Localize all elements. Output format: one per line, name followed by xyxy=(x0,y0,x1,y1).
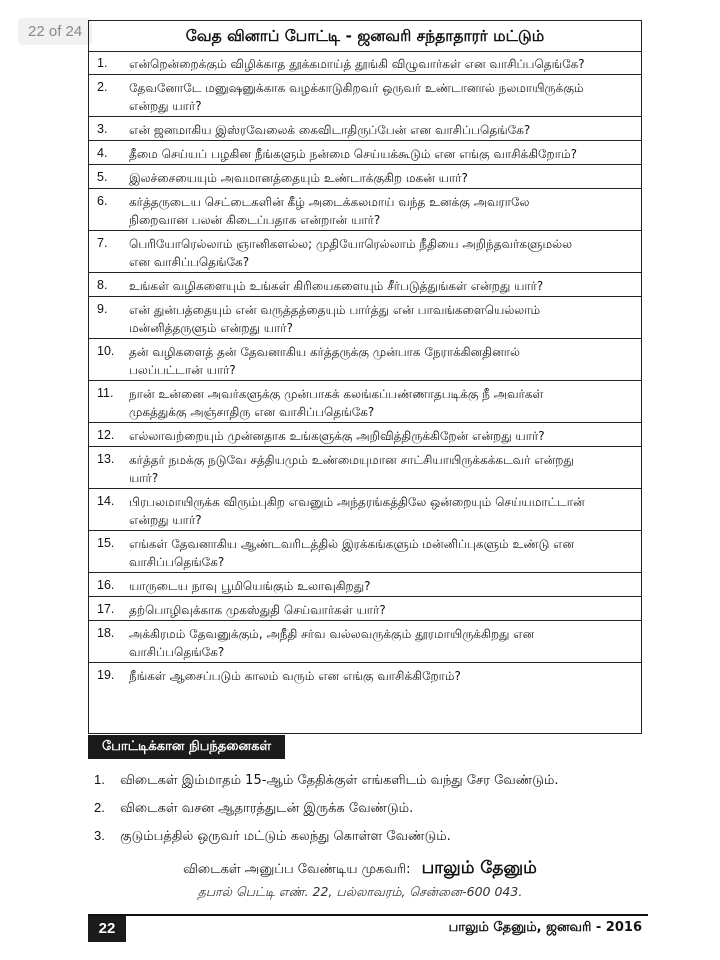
footer-bar xyxy=(88,914,648,942)
question-text xyxy=(129,451,639,487)
question-text xyxy=(129,601,639,619)
question-text xyxy=(129,625,639,661)
question-number: 11. xyxy=(97,386,114,400)
page-number: 22 xyxy=(88,916,126,942)
question-line: மன்னித்தருளும் என்றது யார்? xyxy=(129,321,293,335)
conditions-list xyxy=(94,770,690,854)
condition-number: 3. xyxy=(94,828,105,843)
question-text xyxy=(129,145,639,163)
question-number: 17. xyxy=(97,602,115,616)
address-line xyxy=(0,858,720,880)
question-row xyxy=(89,663,641,687)
question-line: என்றது யார்? xyxy=(129,99,202,113)
question-number: 2. xyxy=(97,80,108,94)
question-line: எங்கள் தேவனாகிய ஆண்டவரிடத்தில் இரக்கங்களும் மன்னிப்புகளும் உண்டு என xyxy=(129,537,575,551)
question-text xyxy=(129,343,639,379)
question-line: நீங்கள் ஆசைப்படும் காலம் வரும் என எங்கு வாசிக்கிறோம்? xyxy=(129,669,461,683)
question-row xyxy=(89,231,641,273)
question-number: 10. xyxy=(97,344,115,358)
condition-item xyxy=(94,826,690,854)
question-line: என்றென்றைக்கும் விழிக்காத தூக்கமாய்த் தூங்கி விழுவார்கள் என வாசிப்பதெங்கே? xyxy=(129,57,585,71)
question-line: அக்கிரமம் தேவனுக்கும், அநீதி சர்வ வல்லவருக்கும் தூரமாயிருக்கிறது என xyxy=(129,627,535,641)
question-number: 13. xyxy=(97,452,115,466)
question-text xyxy=(129,121,639,139)
question-line: என் துன்பத்தையும் என் வருத்தத்தையும் பார்த்து என் பாவங்களையெல்லாம் xyxy=(129,303,541,317)
question-line: யார்? xyxy=(129,471,159,485)
question-line: யாருடைய நாவு பூமியெங்கும் உலாவுகிறது? xyxy=(129,579,371,593)
question-text xyxy=(129,277,639,295)
question-row xyxy=(89,381,641,423)
question-line: எல்லாவற்றையும் முன்னதாக உங்களுக்கு அறிவித்திருக்கிறேன் என்றது யார்? xyxy=(129,429,545,443)
question-row xyxy=(89,51,641,75)
question-text xyxy=(129,535,639,571)
question-row xyxy=(89,273,641,297)
question-line: உங்கள் வழிகளையும் உங்கள் கிரியைகளையும் சீர்படுத்துங்கள் என்றது யார்? xyxy=(129,279,544,293)
condition-number: 2. xyxy=(94,800,105,815)
question-line: இலச்சையையும் அவமானத்தையும் உண்டாக்குகிற மகன் யார்? xyxy=(129,171,468,185)
question-text xyxy=(129,235,639,271)
question-line: கர்த்தருடைய செட்டைகளின் கீழ் அடைக்கலமாய் வந்த உனக்கு அவராலே xyxy=(129,195,530,209)
question-text xyxy=(129,193,639,229)
question-text xyxy=(129,577,639,595)
address-label: விடைகள் அனுப்ப வேண்டிய முகவரி: xyxy=(183,862,411,877)
question-line: தேவனோடே மனுஷனுக்காக வழக்காடுகிறவர் ஒருவர் உண்டானால் நலமாயிருக்கும் xyxy=(129,81,584,95)
question-row xyxy=(89,531,641,573)
quiz-box xyxy=(88,20,642,734)
question-line: வாசிப்பதெங்கே? xyxy=(129,555,225,569)
question-number: 9. xyxy=(97,302,108,316)
question-number: 4. xyxy=(97,146,108,160)
condition-text: விடைகள் வசன ஆதாரத்துடன் இருக்க வேண்டும். xyxy=(120,801,414,816)
question-number: 1. xyxy=(97,56,108,70)
question-number: 7. xyxy=(97,236,108,250)
question-row xyxy=(89,489,641,531)
question-row xyxy=(89,297,641,339)
question-row xyxy=(89,423,641,447)
question-row xyxy=(89,573,641,597)
question-number: 19. xyxy=(97,668,115,682)
question-row xyxy=(89,75,641,117)
question-number: 16. xyxy=(97,578,115,592)
footer-text: பாலும் தேனும், ஜனவரி - 2016 xyxy=(448,920,642,935)
question-line: என்றது யார்? xyxy=(129,513,202,527)
question-number: 14. xyxy=(97,494,115,508)
condition-text: குடும்பத்தில் ஒருவர் மட்டும் கலந்து கொள்ள வேண்டும். xyxy=(120,829,451,844)
magazine-name: பாலும் தேனும் xyxy=(421,858,537,878)
question-line: என் ஜனமாகிய இஸ்ரவேலைக் கைவிடாதிருப்பேன் என வாசிப்பதெங்கே? xyxy=(129,123,531,137)
condition-item xyxy=(94,770,690,798)
question-text xyxy=(129,667,639,685)
question-row xyxy=(89,117,641,141)
question-line: முகத்துக்கு அஞ்சாதிரு என வாசிப்பதெங்கே? xyxy=(129,405,375,419)
question-text xyxy=(129,301,639,337)
question-line: பலப்பட்டான் யார்? xyxy=(129,363,236,377)
condition-number: 1. xyxy=(94,772,105,787)
question-text xyxy=(129,493,639,529)
question-text xyxy=(129,55,639,73)
question-number: 12. xyxy=(97,428,115,442)
page-indicator: 22 of 24 xyxy=(18,18,92,45)
quiz-title: வேத வினாப் போட்டி - ஜனவரி சந்தாதாரர் மட்டும் xyxy=(89,21,641,52)
question-line: தற்பொழிவுக்காக முகஸ்துதி செய்வார்கள் யார்? xyxy=(129,603,386,617)
question-line: பெரியோரெல்லாம் ஞானிகளல்ல; முதியோரெல்லாம் நீதியை அறிந்தவர்களுமல்ல xyxy=(129,237,573,251)
question-line: பிரபலமாயிருக்க விரும்புகிற எவனும் அந்தரங்கத்திலே ஒன்றையும் செய்யமாட்டான் xyxy=(129,495,585,509)
question-line: தீமை செய்யப் பழகின நீங்களும் நன்மை செய்யக்கூடும் என எங்கு வாசிக்கிறோம்? xyxy=(129,147,578,161)
condition-item xyxy=(94,798,690,826)
question-text xyxy=(129,169,639,187)
question-number: 6. xyxy=(97,194,108,208)
question-line: நான் உன்னை அவர்களுக்கு முன்பாகக் கலங்கப்பண்ணாதபடிக்கு நீ அவர்கள் xyxy=(129,387,544,401)
question-row xyxy=(89,339,641,381)
question-line: என வாசிப்பதெங்கே? xyxy=(129,255,250,269)
question-row xyxy=(89,189,641,231)
postal-address: தபால் பெட்டி எண். 22, பல்லாவரம், சென்னை-600 043. xyxy=(197,884,523,899)
question-row xyxy=(89,621,641,663)
question-row xyxy=(89,597,641,621)
question-number: 8. xyxy=(97,278,108,292)
question-number: 18. xyxy=(97,626,115,640)
question-row xyxy=(89,141,641,165)
question-number: 5. xyxy=(97,170,108,184)
question-line: தன் வழிகளைத் தன் தேவனாகிய கர்த்தருக்கு முன்பாக நேராக்கினதினால் xyxy=(129,345,520,359)
question-line: வாசிப்பதெங்கே? xyxy=(129,645,225,659)
question-number: 3. xyxy=(97,122,108,136)
question-row xyxy=(89,165,641,189)
question-text xyxy=(129,427,639,445)
question-number: 15. xyxy=(97,536,115,550)
question-text xyxy=(129,385,639,421)
question-row xyxy=(89,447,641,489)
question-line: நிறைவான பலன் கிடைப்பதாக என்றான் யார்? xyxy=(129,213,381,227)
conditions-heading: போட்டிக்கான நிபந்தனைகள் xyxy=(88,735,285,759)
question-line: கர்த்தர் நமக்கு நடுவே சத்தியமும் உண்மையுமான சாட்சியாயிருக்கக்கடவர் என்றது xyxy=(129,453,574,467)
question-text xyxy=(129,79,639,115)
condition-text: விடைகள் இம்மாதம் 15-ஆம் தேதிக்குள் எங்களிடம் வந்து சேர வேண்டும். xyxy=(120,773,559,788)
